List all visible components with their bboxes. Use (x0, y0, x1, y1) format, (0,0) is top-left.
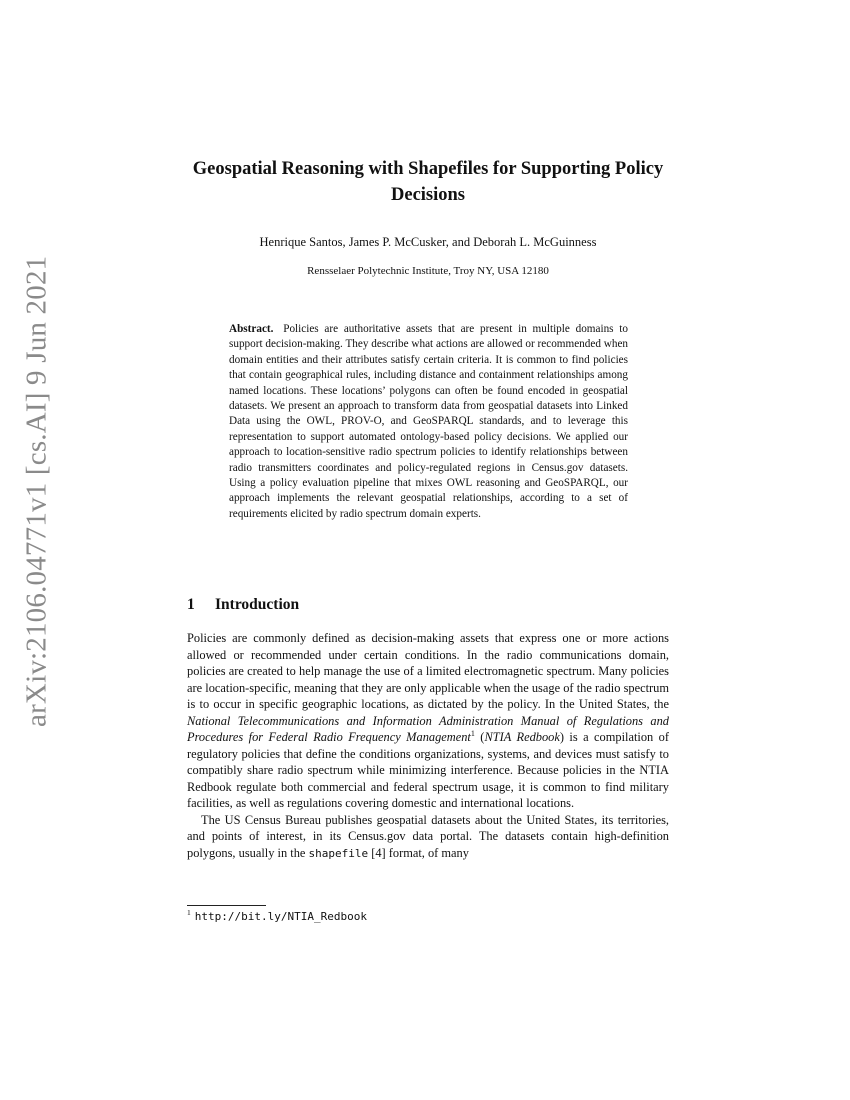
footnote-url-link[interactable]: http://bit.ly/NTIA_Redbook (194, 910, 367, 923)
abstract-block (229, 322, 628, 522)
arxiv-identifier-stamp: arXiv:2106.04771v1 [cs.AI] 9 Jun 2021 (20, 255, 53, 727)
paragraph-2 (187, 812, 669, 863)
abstract-text: Policies are authoritative assets that are present in multiple domains to support decision-making. They describe what actions are allowed or recommended when domain entities and their attributes satisfy certain criteria. It is common to find policies that contain geographical rules, including distance and containment relationships among named locations. These locations’ polygons can often be found encoded in geospatial datasets. We present an approach to transform data from geospatial datasets into Linked Data using the OWL, PROV-O, and GeoSPARQL standards, and to leverage this representation to support automated ontology-based policy decisions. We applied our approach to location-sensitive radio spectrum policies to identify relationships between radio transmitters coordinates and policy-regulated regions in Census.gov datasets. Using a policy evaluation pipeline that mixes OWL reasoning and GeoSPARQL, our approach implements the relevant geospatial relationships, according to a set of requirements elicited by radio spectrum domain experts. (229, 323, 629, 520)
paragraph-2-text-b: [4] format, of many (368, 845, 469, 860)
ntia-redbook-short: NTIA Redbook (484, 730, 560, 744)
paragraph-1 (187, 630, 669, 812)
abstract-heading: Abstract. (229, 323, 274, 335)
section-title: Introduction (215, 596, 300, 613)
shapefile-code: shapefile (308, 846, 369, 860)
paper-title: Geospatial Reasoning with Shapefiles for Supporting Policy Decisions (192, 159, 664, 205)
ntia-manual-title: National Telecommunications and Information Administration Manual of Regulations and Procedures for Federal Radio Frequency Management (187, 713, 669, 744)
paragraph-1-text-a: Policies are commonly defined as decision-making assets that express one or more actions allowed or recommended under certain conditions. In the radio communications domain, policies are created to help manage the use of a limited electromagnetic spectrum. Many policies are location-specific, meaning that they are only applicable when the usage of the radio spectrum is to occur in specific geographic locations, as dictated by the policy. In the United States, the (187, 631, 669, 711)
footnote-1 (187, 910, 669, 923)
footnote-divider (187, 905, 266, 906)
section-number: 1 (187, 596, 195, 613)
section-heading-introduction (187, 596, 667, 614)
paren-open: ( (474, 730, 485, 744)
footnote-marker[interactable]: 1 (470, 728, 475, 738)
introduction-body (187, 630, 669, 862)
author-list: Henrique Santos, James P. McCusker, and Deborah L. McGuinness (259, 235, 597, 249)
footnote-number: 1 (187, 908, 191, 918)
paragraph-2-text-a: The US Census Bureau publishes geospatial datasets about the United States, its territories, and points of interest, in its Census.gov data portal. The datasets contain high-definition polygons, usually in the (187, 812, 669, 860)
paragraph-1-text-b: ) is a compilation of regulatory policies that define the conditions organizations, systems, and devices must satisfy to compatibly share radio spectrum while minimizing interference. Because policies in the NTIA Redbook regulate both commercial and federal spectrum usage, it is common to find military facilities, as well as regulations covering domestic and international locations. (187, 730, 670, 810)
affiliation: Rensselaer Polytechnic Institute, Troy NY, USA 12180 (307, 265, 549, 277)
